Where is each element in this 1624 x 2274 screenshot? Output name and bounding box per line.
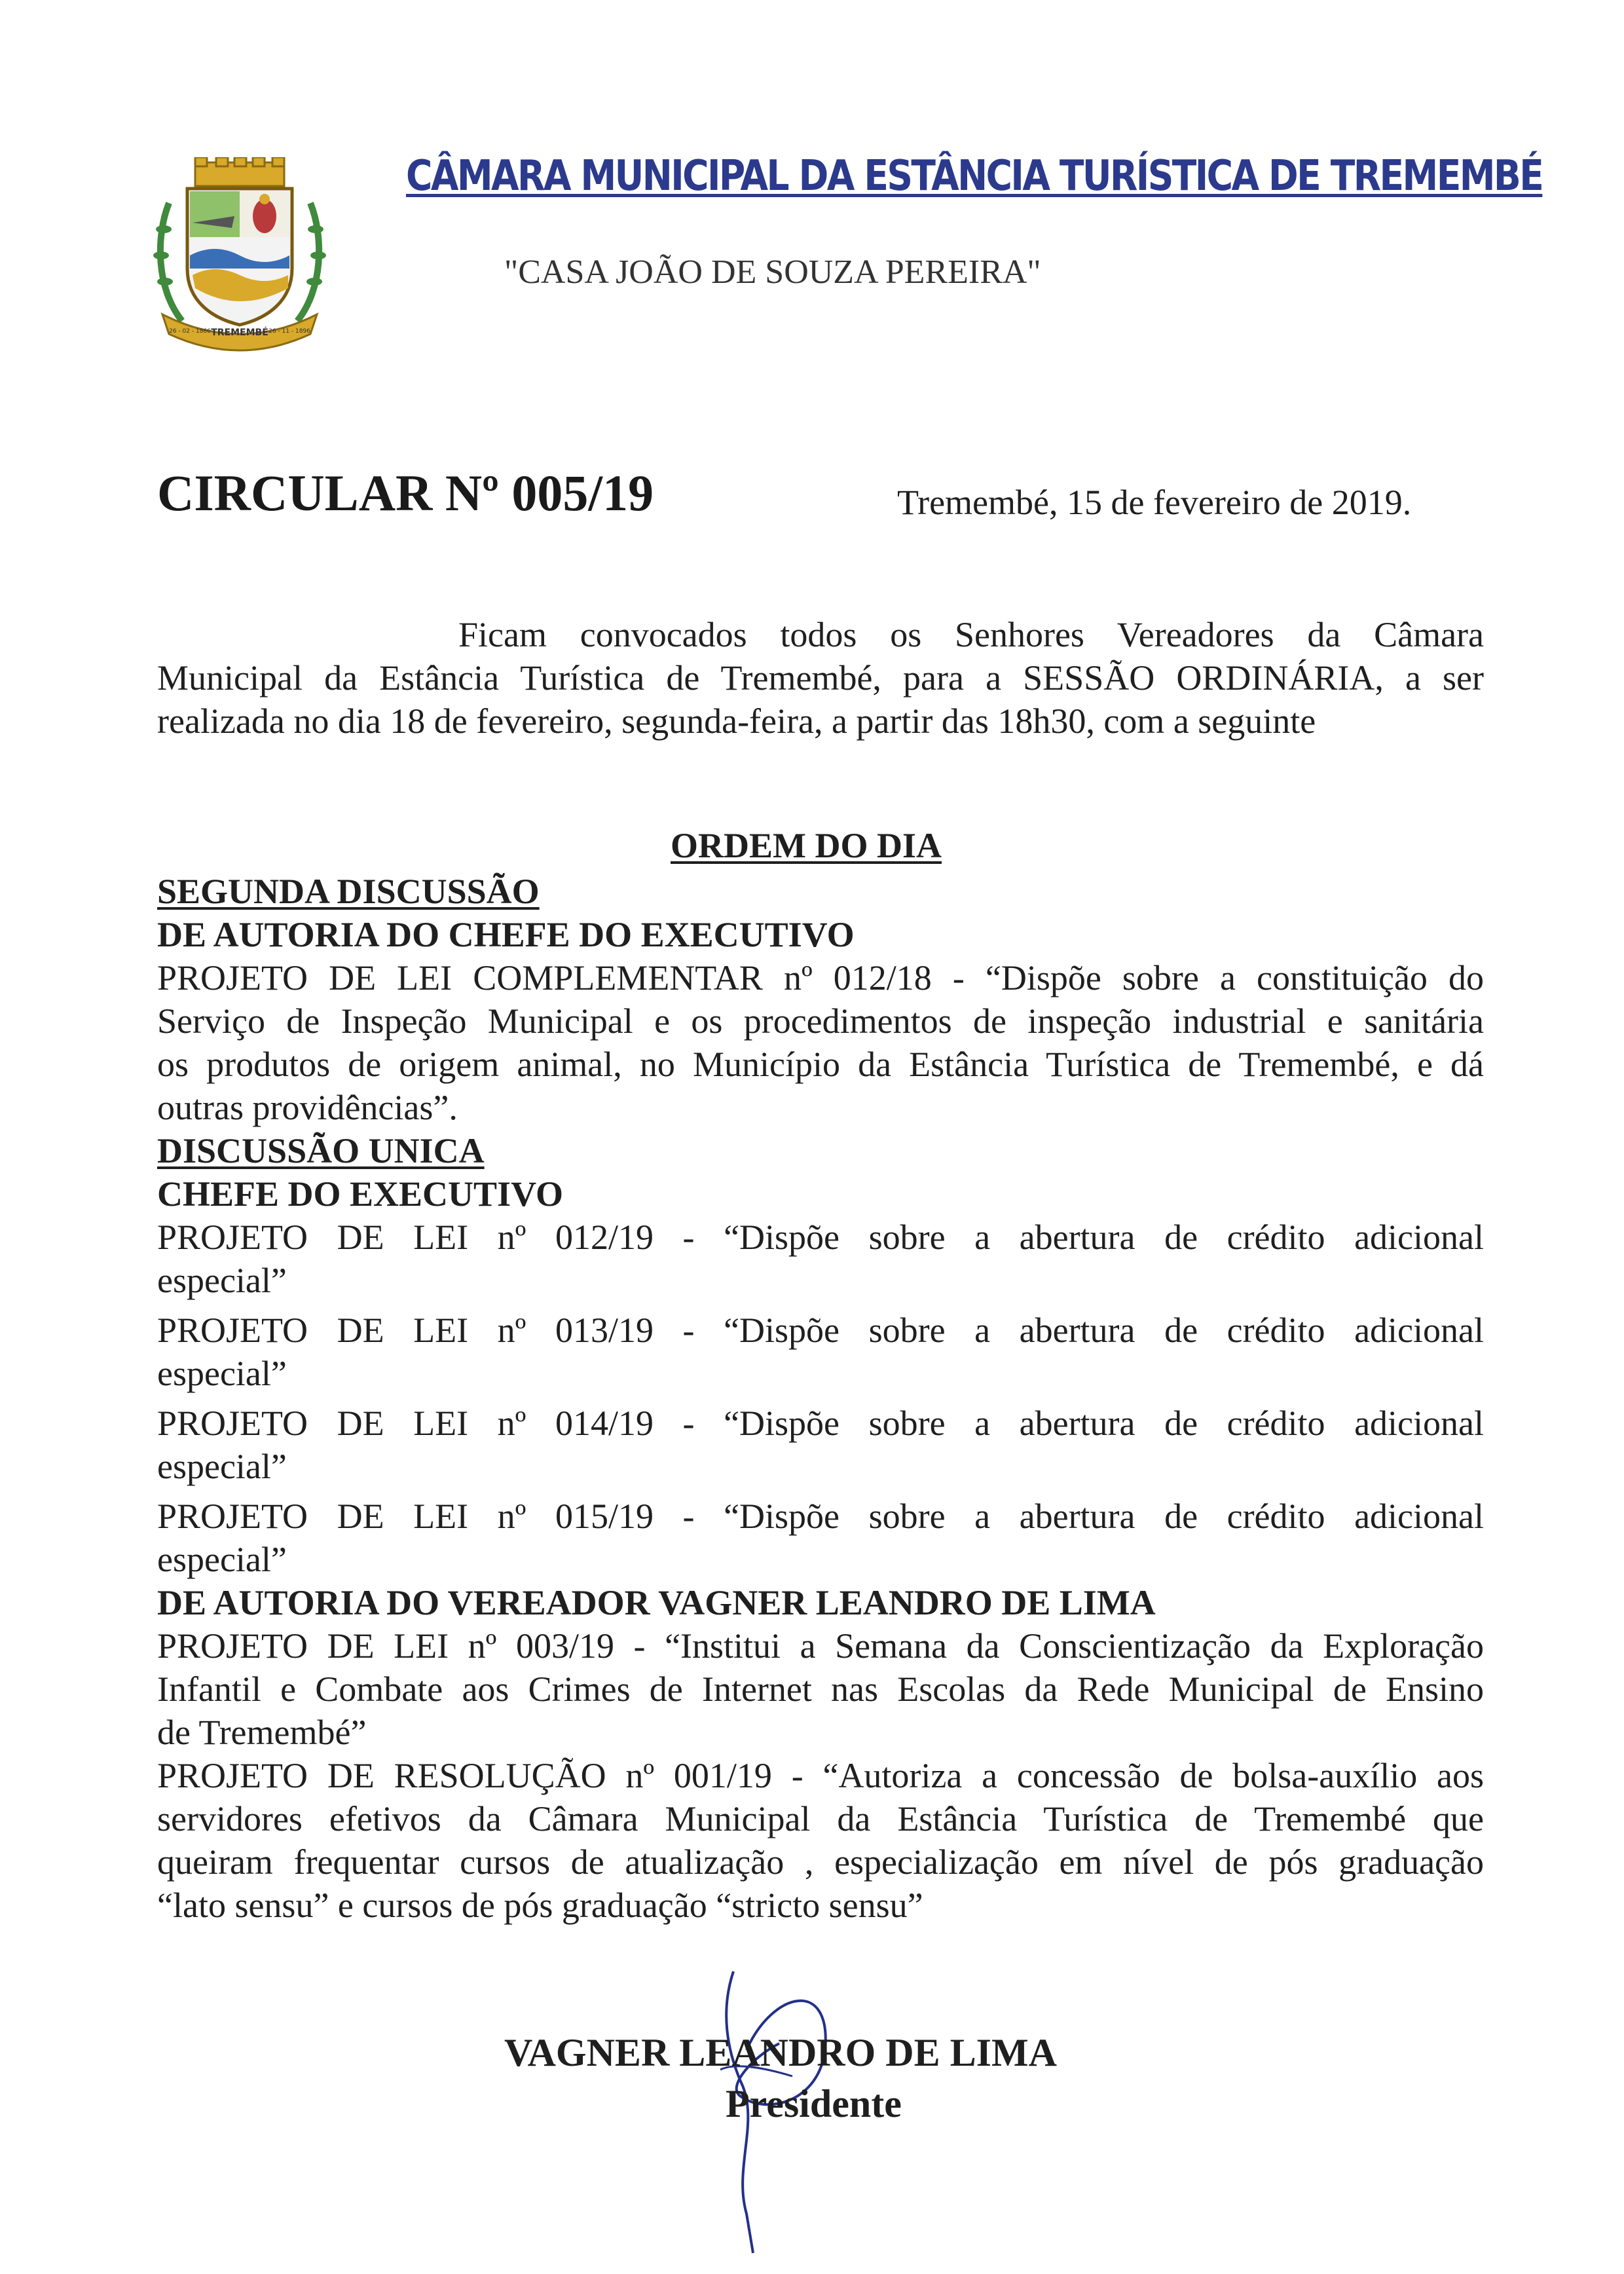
- agenda-line: de Tremembé”: [157, 1713, 367, 1752]
- agenda-line: os produtos de origem animal, no Município da Estância Turística de Tremembé, e dá: [157, 1045, 1484, 1084]
- agenda-line: PROJETO DE LEI nº 012/19 - “Dispõe sobre a abertura de crédito adicional: [157, 1218, 1484, 1257]
- crest-date-left: 26 - 02 - 1866: [169, 328, 211, 335]
- place-date: Tremembé, 15 de fevereiro de 2019.: [897, 483, 1412, 522]
- agenda-line: PROJETO DE LEI nº 003/19 - “Institui a Semana da Conscientização da Exploração: [157, 1626, 1484, 1666]
- signatory-role: Presidente: [726, 2082, 902, 2125]
- agenda-line: especial”: [157, 1261, 287, 1300]
- agenda-line: especial”: [157, 1540, 287, 1579]
- intro-line: realizada no dia 18 de fevereiro, segunda-feira, a partir das 18h30, com a seguinte: [157, 701, 1316, 741]
- agenda-line: PROJETO DE LEI nº 013/19 - “Dispõe sobre a abertura de crédito adicional: [157, 1311, 1484, 1350]
- agenda-title: ORDEM DO DIA: [671, 826, 942, 865]
- agenda-line: especial”: [157, 1447, 287, 1486]
- agenda-line: PROJETO DE LEI nº 015/19 - “Dispõe sobre a abertura de crédito adicional: [157, 1497, 1484, 1536]
- agenda-line: Serviço de Inspeção Municipal e os procedimentos de inspeção industrial e sanitária: [157, 1001, 1484, 1041]
- agenda-line: servidores efetivos da Câmara Municipal da Estância Turística de Tremembé que: [157, 1799, 1484, 1838]
- agenda-line: DE AUTORIA DO VEREADOR VAGNER LEANDRO DE LIMA: [157, 1583, 1156, 1622]
- intro-line: Ficam convocados todos os Senhores Vereadores da Câmara: [458, 615, 1484, 654]
- agenda-line: DISCUSSÃO UNICA: [157, 1131, 485, 1170]
- agenda-line: “lato sensu” e cursos de pós graduação “stricto sensu”: [157, 1886, 923, 1925]
- agenda-line: SEGUNDA DISCUSSÃO: [157, 872, 540, 911]
- municipal-crest-logo: [149, 157, 330, 354]
- agenda-line: especial”: [157, 1354, 287, 1393]
- agenda-line: Infantil e Combate aos Crimes de Internet nas Escolas da Rede Municipal de Ensino: [157, 1669, 1484, 1709]
- organization-name: CÂMARA MUNICIPAL DA ESTÂNCIA TURÍSTICA DE TREMEMBÉ: [406, 152, 1543, 200]
- crest-banner-text: TREMEMBÉ: [211, 327, 268, 338]
- house-name: "CASA JOÃO DE SOUZA PEREIRA": [504, 253, 1041, 291]
- agenda-line: PROJETO DE RESOLUÇÃO nº 001/19 - “Autoriza a concessão de bolsa-auxílio aos: [157, 1756, 1484, 1795]
- signatory-name: VAGNER LEANDRO DE LIMA: [504, 2031, 1057, 2074]
- crest-date-right: 26 - 11 - 1896: [268, 328, 310, 335]
- agenda-line: PROJETO DE LEI COMPLEMENTAR nº 012/18 - “Dispõe sobre a constituição do: [157, 958, 1484, 997]
- circular-title: CIRCULAR Nº 005/19: [157, 464, 654, 521]
- agenda-line: CHEFE DO EXECUTIVO: [157, 1174, 563, 1214]
- intro-line: Municipal da Estância Turística de Tremembé, para a SESSÃO ORDINÁRIA, a ser: [157, 658, 1484, 698]
- agenda-line: PROJETO DE LEI nº 014/19 - “Dispõe sobre a abertura de crédito adicional: [157, 1404, 1484, 1443]
- agenda-line: queiram frequentar cursos de atualização , especialização em nível de pós graduação: [157, 1842, 1484, 1882]
- agenda-line: outras providências”.: [157, 1088, 458, 1127]
- agenda-line: DE AUTORIA DO CHEFE DO EXECUTIVO: [157, 915, 855, 954]
